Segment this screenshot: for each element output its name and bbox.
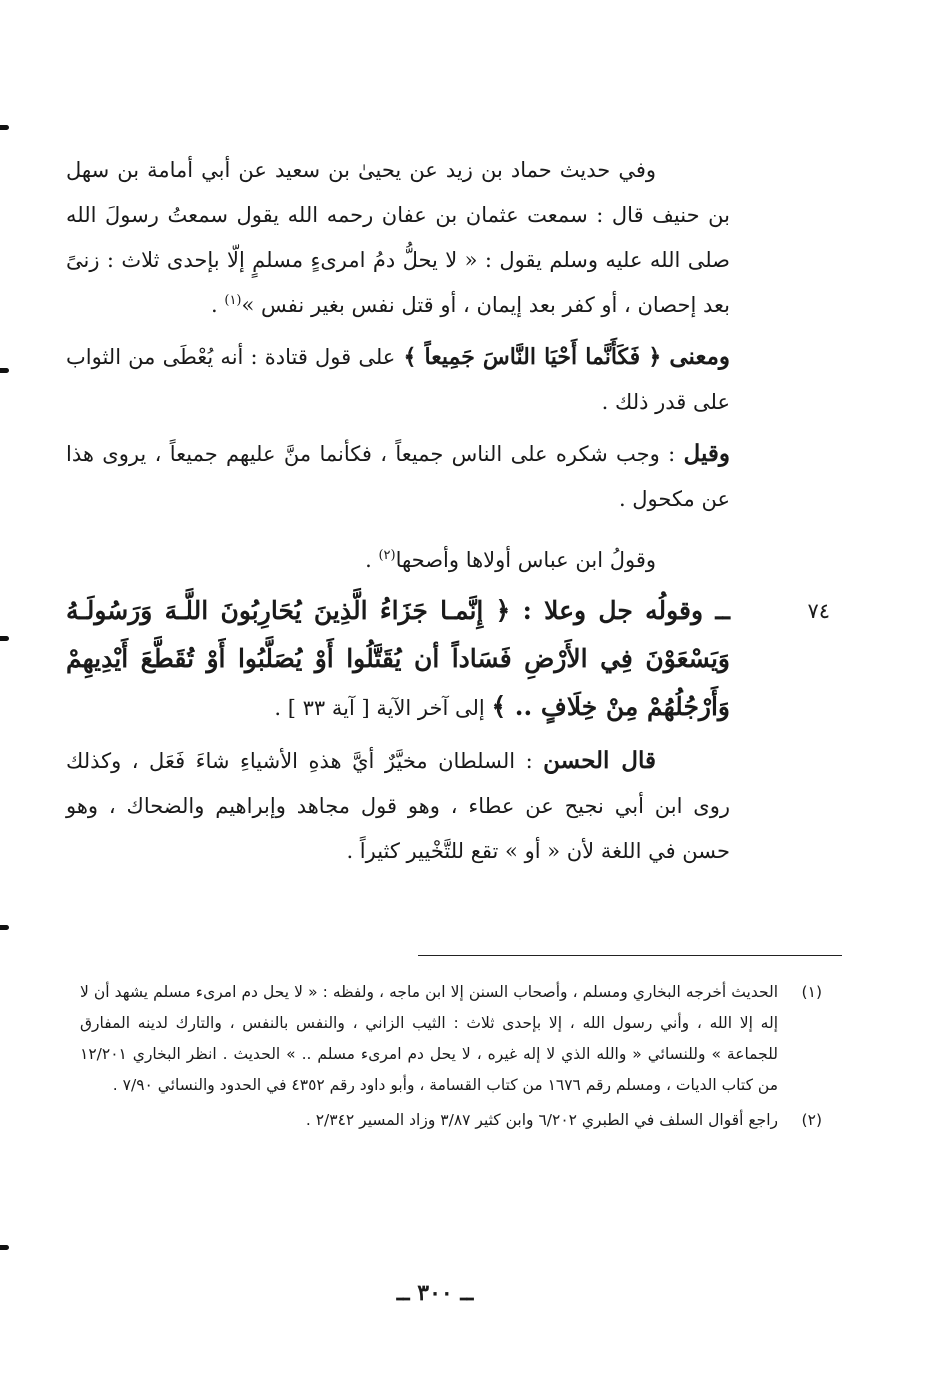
verse-intro: ــ وقولُه جل وعلا : bbox=[510, 596, 730, 625]
term-meaning: ومعنى bbox=[669, 343, 731, 370]
paragraph-hasan bbox=[66, 738, 730, 874]
hasan-text: : السلطان مخيَّرٌ أيَّ هذهِ الأشياءِ شاءَ فَعَل ، وكذلك روى ابن أبي نجيح عن عطاء ، وهو قول مجاهد وإبراهيم والضحاك ، وهو حسن في اللغة لأن « أو » تقع للتَّخْيير كثيراً . bbox=[66, 749, 730, 863]
meaning-text: على قول قتادة : أنه يُعْطَى من الثواب على قدر ذلك . bbox=[66, 345, 730, 414]
paragraph-ibn-abbas bbox=[66, 538, 730, 583]
footnote-text: راجع أقوال السلف في الطبري ٦/٢٠٢ وابن كثير ٣/٨٧ وزاد المسير ٢/٣٤٢ . bbox=[305, 1111, 778, 1129]
footnotes bbox=[80, 977, 822, 1136]
paragraph-meaning bbox=[66, 334, 730, 425]
term-hasan: قال الحسن bbox=[543, 747, 656, 774]
verse-tail: إلى آخر الآية [ آية ٣٣ ] . bbox=[274, 696, 492, 720]
term-said: وقيل bbox=[683, 440, 730, 467]
main-text bbox=[66, 148, 830, 874]
punctuation: . bbox=[365, 548, 379, 572]
quran-quote: ﴿ فَكَأَنَّما أَحْيَا النَّاسَ جَمِيعاً ﴾ bbox=[395, 344, 670, 370]
footnote-2 bbox=[80, 1105, 822, 1136]
footnote-1 bbox=[80, 977, 822, 1101]
verse-number: ٧٤ bbox=[807, 599, 830, 623]
margin-mark bbox=[0, 636, 9, 641]
margin-mark bbox=[0, 368, 9, 373]
footnote-ref-1: (١) bbox=[224, 293, 242, 308]
paragraph-alternative bbox=[66, 431, 730, 522]
footnote-divider bbox=[418, 955, 842, 956]
verse-block bbox=[66, 587, 830, 732]
verse-quran-text: ﴿ إِنَّمـا جَزَاءُ الَّذِينَ يُحَارِبُونَ اللَّـهَ وَرَسُولَـهُ وَيَسْعَوْنَ فِي الأَرْضِ فَسَاداً أن يُقَتَّلُوا أَوْ يُصَلَّبُوا أَوْ تُقَطَّعَ أَيْدِيهِمْ وَأَرْجُلُهُمْ مِنْ خِلَافٍ .. ﴾ bbox=[66, 596, 730, 721]
paragraph-hadith bbox=[66, 148, 730, 328]
margin-mark bbox=[0, 925, 9, 930]
ibn-abbas-text: وقولُ ابن عباس أولاها وأصحها bbox=[395, 548, 656, 572]
footnote-number: (٢) bbox=[801, 1111, 822, 1129]
alternative-text: : وجب شكره على الناس جميعاً ، فكأنما منَّ عليهم جميعاً ، يروى هذا عن مكحول . bbox=[66, 442, 730, 511]
hadith-text: وفي حديث حماد بن زيد عن يحيىٰ بن سعيد عن أبي أمامة بن سهل بن حنيف قال : سمعت عثمان بن عفان رحمه الله يقول سمعتُ رسولَ الله صلى الله عليه وسلم يقول : « لا يحلُّ دمُ امرىءٍ مسلمٍ إلّا بإحدى ثلاث : زنىً بعد إحصان ، أو كفر بعد إيمان ، أو قتل نفس بغير نفس » bbox=[66, 158, 730, 317]
footnote-ref-2: (٢) bbox=[378, 548, 396, 563]
page-number: ــ ٣٠٠ ــ bbox=[396, 1280, 474, 1306]
footnote-text: الحديث أخرجه البخاري ومسلم ، وأصحاب السنن إلا ابن ماجه ، ولفظه : « لا يحل دم امرىء مسلم يشهد أن لا إله إلا الله ، وأني رسول الله ، إلا بإحدى ثلاث : الثيب الزاني ، والنفس بالنفس ، والتارك لدينه المفارق للجماعة » وللنسائي « والله الذي لا إله غيره ، لا يحل دم امرىء مسلم .. » الحديث . انظر البخاري ١٢/٢٠١ من كتاب الديات ، ومسلم رقم ١٦٧٦ من كتاب القسامة ، وأبو داود رقم ٤٣٥٢ في الحدود والنسائي ٧/٩٠ . bbox=[80, 983, 778, 1094]
margin-mark bbox=[0, 125, 9, 130]
punctuation: . bbox=[211, 293, 225, 317]
margin-mark bbox=[0, 1245, 9, 1250]
footnote-number: (١) bbox=[801, 983, 822, 1001]
